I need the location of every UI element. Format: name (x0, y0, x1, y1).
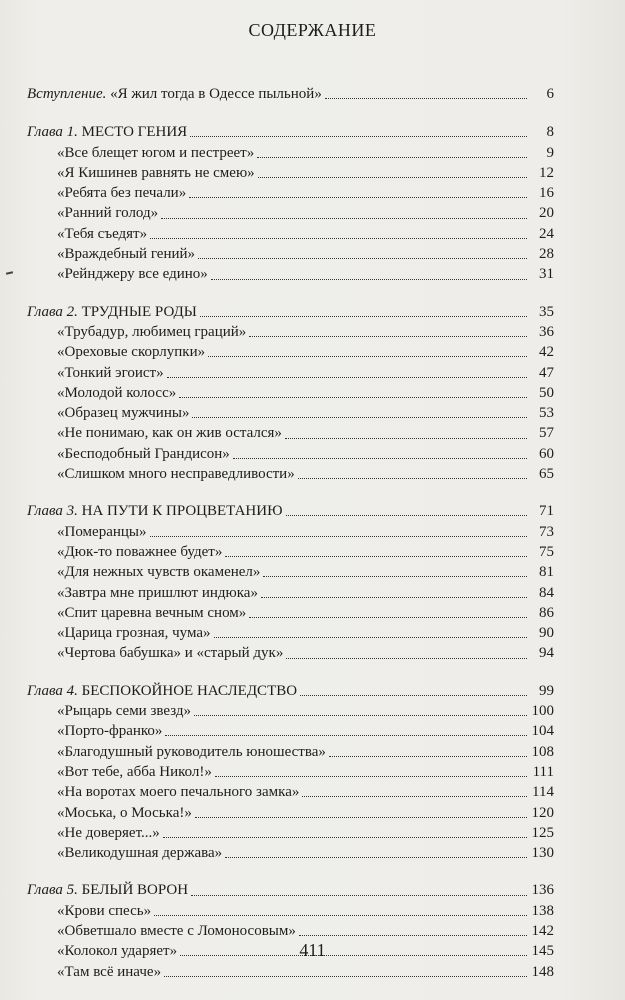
toc-section-page: 86 (539, 604, 554, 621)
dot-leader (179, 396, 527, 398)
toc-section-title: «Рыцарь семи звезд» (57, 703, 192, 720)
toc-section-page: 36 (539, 323, 554, 340)
toc-section-page: 84 (539, 584, 554, 601)
toc-section-title: «Не доверяет...» (57, 824, 160, 841)
toc-section-title: «Колокол ударяет» (57, 943, 178, 960)
chapter-block (27, 484, 554, 663)
page-number: 411 (299, 940, 326, 960)
toc-section-row (27, 163, 554, 183)
toc-section-title: «Там всё иначе» (57, 963, 162, 980)
toc-section-row (27, 742, 554, 762)
toc-chapter-label (27, 501, 283, 521)
toc-section-title: «Ребята без печали» (57, 185, 187, 202)
toc-chapter-label (27, 880, 188, 900)
toc-section-row (27, 183, 554, 203)
toc-section-page: 57 (539, 425, 554, 442)
dot-leader (261, 596, 527, 598)
toc-chapter-prefix: Глава 3. (27, 503, 78, 520)
dot-leader (198, 257, 527, 259)
toc-section-title: «Молодой колосс» (57, 384, 177, 401)
dot-leader (233, 457, 527, 459)
dot-leader (150, 237, 527, 239)
dot-leader (163, 836, 527, 838)
dot-leader (195, 816, 527, 818)
toc-section-page: 94 (539, 645, 554, 662)
toc-section-page: 90 (539, 625, 554, 642)
dot-leader (258, 176, 527, 178)
dot-leader (191, 894, 527, 896)
toc-section-title: «Тонкий эгоист» (57, 364, 164, 381)
toc-section-title: «Враждебный гений» (57, 246, 196, 263)
toc-chapter-title: НА ПУТИ К ПРОЦВЕТАНИЮ (77, 503, 283, 520)
toc-section-title: «Спит царевна вечным сном» (57, 604, 247, 621)
toc-section-row (27, 562, 554, 582)
toc-chapter-title: БЕЛЫЙ ВОРОН (77, 882, 189, 899)
toc-section-page: 24 (539, 225, 554, 242)
toc-section-page: 20 (539, 205, 554, 222)
toc-section-page: 12 (539, 164, 554, 181)
toc-section-page: 53 (539, 405, 554, 422)
dot-leader (164, 975, 527, 977)
toc-section-title: «Порто-франко» (57, 723, 163, 740)
chapter-block (27, 122, 554, 284)
toc-chapter-label (27, 122, 187, 142)
dot-leader (285, 437, 527, 439)
dot-leader (225, 555, 527, 557)
toc-section-row (27, 843, 554, 863)
toc-chapter-title: МЕСТО ГЕНИЯ (77, 124, 188, 141)
dot-leader (286, 657, 527, 659)
toc-section-row (27, 701, 554, 721)
toc-section-page: 142 (531, 922, 554, 939)
dot-leader (150, 535, 528, 537)
toc-chapter-title: ТРУДНЫЕ РОДЫ (77, 303, 197, 320)
toc-section-page: 42 (539, 344, 554, 361)
toc-chapter-label (27, 302, 197, 322)
toc-section-title: «Тебя съедят» (57, 225, 148, 242)
dot-leader (263, 575, 527, 577)
toc-section-title: «Трубадур, любимец граций» (57, 323, 247, 340)
toc-chapter-row (27, 501, 554, 521)
toc-section-row (27, 603, 554, 623)
toc-section-page: 125 (531, 824, 554, 841)
toc-chapter-page: 8 (546, 124, 554, 141)
toc-section-row (27, 403, 554, 423)
dot-leader (211, 278, 527, 280)
toc-chapter-prefix: Глава 1. (27, 124, 78, 141)
toc-section-title: «Бесподобный Грандисон» (57, 445, 230, 462)
toc-section-title: «Дюк-то поважнее будет» (57, 543, 223, 560)
toc-section-title: «Померанцы» (57, 523, 147, 540)
chapter-list (27, 122, 554, 982)
toc-chapter-page: 99 (539, 682, 554, 699)
toc-section-page: 120 (531, 804, 554, 821)
toc-section-title: «Рейнджеру все едино» (57, 266, 208, 283)
dot-leader (325, 97, 527, 99)
toc-section-row (27, 803, 554, 823)
dot-leader (298, 477, 527, 479)
toc-section-row (27, 623, 554, 643)
toc-section-title: «Завтра мне пришлют индюка» (57, 584, 258, 601)
chapter-block (27, 285, 554, 485)
toc-section-row (27, 224, 554, 244)
toc-section-row (27, 542, 554, 562)
toc-section-title: «Я Кишинев равнять не смею» (57, 164, 255, 181)
toc-section-title: «Слишком много несправедливости» (57, 466, 295, 483)
toc-section-title: «Образец мужчины» (57, 405, 190, 422)
toc-section-row (27, 782, 554, 802)
toc-chapter-title: БЕСПОКОЙНОЕ НАСЛЕДСТВО (77, 682, 298, 699)
dot-leader (286, 514, 527, 516)
dot-leader (249, 616, 527, 618)
toc-section-title: «Моська, о Моська!» (57, 804, 192, 821)
dot-leader (300, 694, 527, 696)
dot-leader (299, 934, 527, 936)
toc-section-title: «Вот тебе, абба Никол!» (57, 763, 212, 780)
dot-leader (190, 135, 527, 137)
toc-section-page: 81 (539, 564, 554, 581)
toc-section-row (27, 721, 554, 741)
toc-section-row (27, 264, 554, 284)
toc-chapter-label (27, 681, 297, 701)
toc-section-row (27, 322, 554, 342)
page-title: СОДЕРЖАНИЕ (248, 20, 377, 40)
dot-leader (249, 335, 527, 337)
dot-leader (165, 734, 527, 736)
toc-chapter-prefix: Глава 5. (27, 882, 78, 899)
toc-section-row (27, 901, 554, 921)
dot-leader (208, 355, 527, 357)
toc-chapter-prefix: Глава 2. (27, 303, 78, 320)
toc-section-page: 50 (539, 384, 554, 401)
dot-leader (167, 376, 527, 378)
toc-section-page: 60 (539, 445, 554, 462)
toc-intro-prefix: Вступление. (27, 86, 107, 102)
spacer (27, 104, 554, 122)
toc-section-row (27, 383, 554, 403)
toc-intro-page: 6 (546, 86, 554, 102)
toc-section-page: 28 (539, 246, 554, 263)
toc-section-row (27, 464, 554, 484)
dot-leader (154, 914, 527, 916)
toc-section-row (27, 962, 554, 982)
toc-section-page: 130 (531, 845, 554, 862)
dot-leader (329, 755, 527, 757)
toc-section-row (27, 143, 554, 163)
toc-intro-text: «Я жил тогда в Одессе пыльной» (106, 86, 322, 102)
toc-section-row (27, 921, 554, 941)
toc-section-title: «Чертова бабушка» и «старый дук» (57, 645, 284, 662)
toc-section-row (27, 203, 554, 223)
toc-section-row (27, 643, 554, 663)
chapter-block (27, 664, 554, 864)
toc-section-page: 73 (539, 523, 554, 540)
toc-chapter-page: 35 (539, 303, 554, 320)
toc-section-title: «Все блещет югом и пестреет» (57, 144, 255, 161)
dot-leader (302, 795, 527, 797)
dot-leader (214, 636, 527, 638)
dot-leader (215, 775, 527, 777)
spacer (27, 484, 554, 501)
spacer (27, 285, 554, 302)
spacer (27, 664, 554, 681)
toc-section-title: «Не понимаю, как он жив остался» (57, 425, 282, 442)
toc-section-title: «Обветшало вместе с Ломоносовым» (57, 922, 296, 939)
toc-section-row (27, 762, 554, 782)
toc-section-title: «Великодушная держава» (57, 845, 223, 862)
toc-section-page: 148 (531, 963, 554, 980)
toc-chapter-row (27, 122, 554, 142)
toc-section-row (27, 444, 554, 464)
toc-section-page: 9 (546, 144, 554, 161)
toc-section-row (27, 244, 554, 264)
toc-section-title: «Царица грозная, чума» (57, 625, 211, 642)
toc-chapter-page: 71 (539, 503, 554, 520)
toc-section-title: «Благодушный руководитель юношества» (57, 743, 326, 760)
dot-leader (192, 416, 527, 418)
toc-intro-label (27, 84, 322, 104)
toc-section-page: 111 (532, 763, 554, 780)
toc-section-page: 47 (539, 364, 554, 381)
toc-section-title: «На воротах моего печального замка» (57, 784, 300, 801)
dot-leader (200, 315, 527, 317)
toc-section-page: 16 (539, 185, 554, 202)
toc-section-title: «Ранний голод» (57, 205, 159, 222)
spacer (27, 863, 554, 880)
dot-leader (161, 217, 527, 219)
dot-leader (189, 196, 527, 198)
toc-chapter-row (27, 302, 554, 322)
toc-chapter-row (27, 880, 554, 900)
chapter-block (27, 863, 554, 981)
toc-section-page: 31 (539, 266, 554, 283)
toc-section-page: 104 (531, 723, 554, 740)
toc-section-title: «Для нежных чувств окаменел» (57, 564, 261, 581)
toc-section-row (27, 823, 554, 843)
toc-chapter-row (27, 681, 554, 701)
toc-chapter-prefix: Глава 4. (27, 682, 78, 699)
dot-leader (225, 856, 527, 858)
toc-intro-row (27, 84, 554, 104)
toc-section-page: 75 (539, 543, 554, 560)
toc-section-row (27, 522, 554, 542)
toc-section-title: «Ореховые скорлупки» (57, 344, 206, 361)
margin-mark (6, 271, 13, 274)
toc-section-page: 65 (539, 466, 554, 483)
toc-section-page: 145 (531, 943, 554, 960)
dot-leader (194, 714, 527, 716)
toc-section-title: «Крови спесь» (57, 902, 152, 919)
toc-section-row (27, 363, 554, 383)
toc-section-page: 108 (531, 743, 554, 760)
toc-chapter-page: 136 (531, 882, 554, 899)
toc-section-page: 114 (532, 784, 554, 801)
dot-leader (257, 156, 527, 158)
toc-section-page: 138 (531, 902, 554, 919)
toc-section-row (27, 342, 554, 362)
toc-section-row (27, 423, 554, 443)
table-of-contents (27, 84, 554, 982)
toc-section-page: 100 (531, 703, 554, 720)
toc-section-row (27, 583, 554, 603)
